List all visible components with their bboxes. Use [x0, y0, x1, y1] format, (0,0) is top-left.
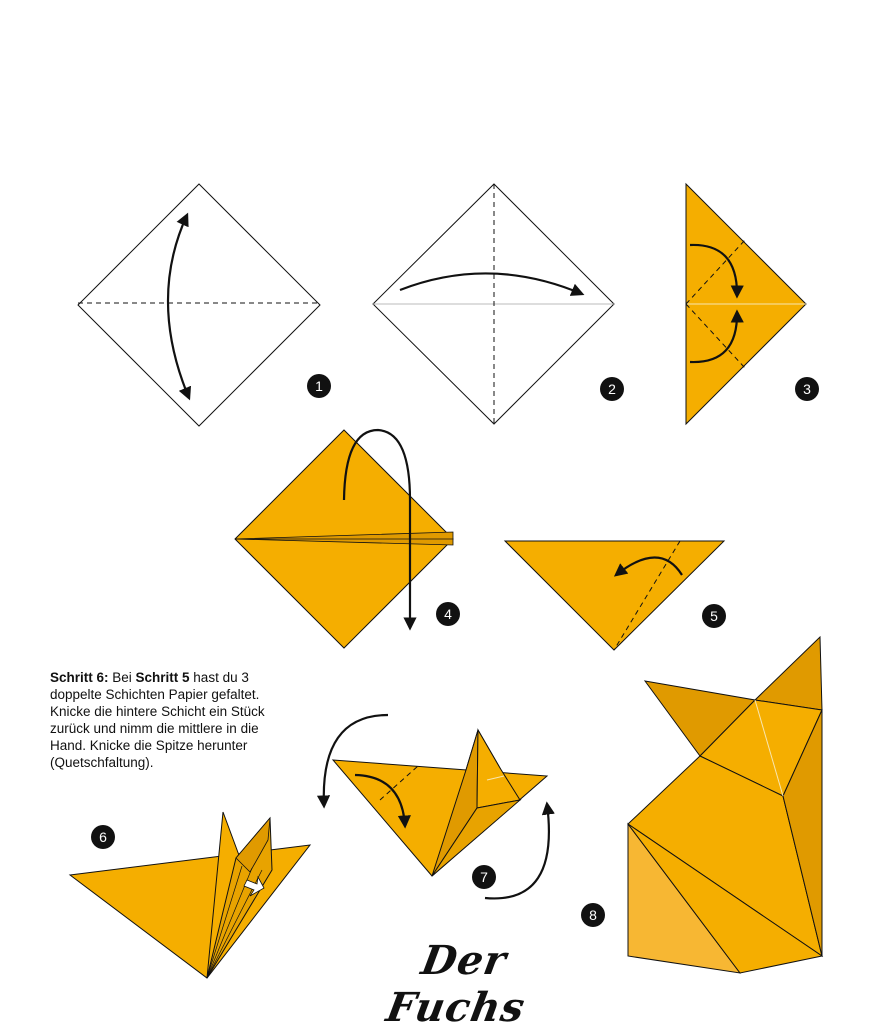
step-badge-3: 3: [795, 377, 819, 401]
step-7-figure: [324, 715, 549, 898]
step-badge-4: 4: [436, 602, 460, 626]
step-badge-6: 6: [91, 825, 115, 849]
step-badge-1: 1: [307, 374, 331, 398]
note-text-1: Bei: [108, 670, 136, 685]
note-step-ref: Schritt 5: [135, 670, 190, 685]
step-1-figure: [78, 184, 320, 426]
step-2-figure: [373, 184, 614, 424]
step-3-figure: [686, 184, 806, 424]
step-badge-8: 8: [581, 903, 605, 927]
note-label: Schritt 6:: [50, 670, 109, 685]
step-4-figure: [235, 430, 453, 648]
step-badge-2: 2: [600, 377, 624, 401]
step-6-instructions: [50, 669, 280, 771]
diagram-title: Der Fuchs: [382, 937, 529, 1031]
step-8-figure: [628, 637, 822, 973]
step-5-figure: [505, 541, 724, 650]
step-badge-7: 7: [472, 865, 496, 889]
step-badge-5: 5: [702, 604, 726, 628]
note-text-2: hast du 3 doppelte Schichten Papier gefaltet. Knicke die hintere Schicht ein Stück zurück und nimm die mittlere in die Hand. Knicke die Spitze herunter (Quetschfaltung).: [50, 670, 265, 770]
